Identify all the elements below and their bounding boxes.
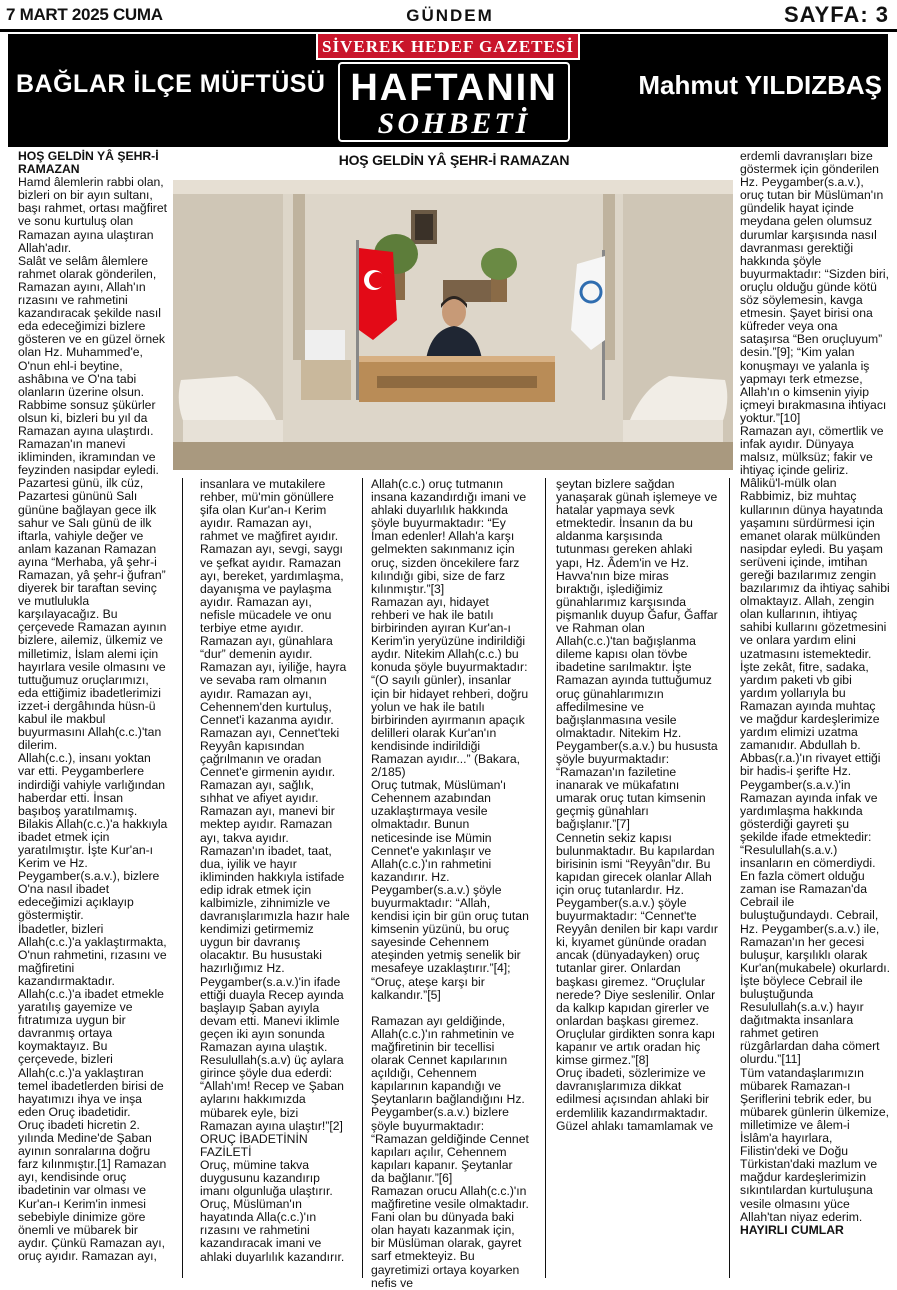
- column-divider: [729, 478, 730, 1278]
- column-divider: [182, 478, 183, 1278]
- paragraph: Oruç tutmak, Müslüman'ı Cehennem azabından uzaklaştırmaya vesile olmaktadır. Bunun neticesinde ise Mümin Cennet'e yakınlaşır ve Allah(c.c.)'ın rahmetini kazandırır. Hz. Peygamber(s.a.v.) şöyle buyurmaktadır: “Allah, kendisi için bir gün oruç tutan kimsenin yüzünü, bu oruç sayesinde Cehennem ateşinden yetmiş senelik bir mesafeye uzaklaştırır.”[4]; “Oruç, ateşe karşı bir kalkandır.”[5]: [371, 778, 529, 1002]
- column-divider: [362, 478, 363, 1278]
- paragraph: Allah(c.c.), insanı yoktan var etti. Peygamberlere indirdiği vahiyle varlığından haberdar etti. İnsan başıboş yaratılmamış. Bilakis Allah(c.c.)'a hakkıyla ibadet etmek için yaratılmıştır. İşte Kur'an-ı Kerim ve Hz. Peygamber(s.a.v.), bizlere O'na nasıl ibadet edeceğimizi açıklayıp göstermiştir.: [18, 751, 168, 923]
- office-scene-image: [173, 180, 733, 470]
- paragraph: Ramazan ayı geldiğinde, Allah(c.c.)'ın rahmetinin ve mağfiretinin bir tecellisi olarak Cennet kapılarının açıldığı, Cehennem kapılarının kapandığı ve Şeytanların bağlandığını Hz. Peygamber(s.a.v.) bizlere şöyle buyurmaktadır: “Ramazan geldiğinde Cennet kapıları açılır, Cehennem kapıları kapanır. Şeytanlar da bağlanır.”[6]: [371, 1013, 529, 1185]
- paragraph: Oruç ibadeti, sözlerimize ve davranışlarımıza dikkat edilmesi açısından ahlaki bir erdemlilik kazandırmaktadır. Güzel ahlakı tamamlamak ve: [556, 1066, 714, 1133]
- newspaper-name: SİVEREK HEDEF GAZETESİ: [316, 34, 580, 60]
- paragraph: Hamd âlemlerin rabbi olan, bizleri on bir ayın sultanı, başı rahmet, ortası mağfiret ve sonu kurtuluş olan Ramazan ayına ulaştıran Allah'adır.: [18, 175, 168, 255]
- paragraph: şeytan bizlere sağdan yanaşarak günah işlemeye ve hatalar yapmaya sevk etmektedir. İnsanın da bu aldanma karşısında tutunması gereken ahlaki yapı, Hz. Âdem'in ve Hz. Havva'nın bize miras bıraktığı, işlediğimiz günahlarımız karşısında pişmanlık duyup Ğafur, Ğaffar ve Rahman olan Allah(c.c.)'tan bağışlanma dileme kapısı olan tövbe ibadetine sarılmaktır. İşte Ramazan ayında tuttuğumuz oruç günahlarımızın affedilmesine ve bağışlanmasına vesile olmaktadır. Nitekim Hz. Peygamber(s.a.v.) bu hususta şöyle buyurmaktadır: “Ramazan'ın faziletine inanarak ve mükafatını umarak oruç tutan kimsenin geçmiş günahları bağışlanır.”[7]: [556, 477, 718, 832]
- paragraph: Ramazan ayı, cömertlik ve infak ayıdır. Dünyaya malsız, mülksüz; fakir ve ihtiyaç içinde geliriz. Mâlikü'l-mülk olan Rabbimiz, biz muhtaç kullarının dünya hayatında yaşamını sürdürmesi için emanet olarak mülkünden nasipdar eyledi. Bu yaşam serüveni içinde, imtihan gereği bazılarımız zengin bazılarımız da ihtiyaç sahibi olmaktayız. Allah, zengin olan kullarının, ihtiyaç sahibi kullarını gözetmesini ve onlara yardım elini uzatmasını istemektedir. İşte zekât, fitre, sadaka, yardım paketi vb gibi yardım yollarıyla bu Ramazan ayında muhtaç ve mağdur kardeşlerimize yardım elimizi uzatma zamanıdır. Abdullah b. Abbas(r.a.)'ın rivayet ettiği bir hadis-i şerifte Hz. Peygamber(s.a.v.)'in Ramazan ayında infak ve yardımlaşma hakkında gösterdiği gayreti şu şekilde ifade etmektedir: “Resulullah(s.a.v.) insanların en cömerdiydi. En fazla cömert olduğu zaman ise Ramazan'da Cebrail ile buluştuğundaydı. Cebrail, Hz. Peygamber(s.a.v.) ile, Ramazan'ın her gecesi buluşur, karşılıklı olarak Kur'an(mukabele) okurlardı. İşte böylece Cebrail ile buluştuğunda Resulullah(s.a.v.) hayır dağıtmakta insanlara rahmet getiren rüzgârlardan daha cömert olurdu.”[11]: [740, 423, 890, 1067]
- paragraph: İbadetler, bizleri Allah(c.c.)'a yaklaştırmakta, O'nun rahmetini, rızasını ve mağfiretini kazandırmaktadır. Allah(c.c.)'a ibadet etmekle yaratılış gayemize ve fıtratımıza uygun bir davranmış ortaya koymaktayız. Bu çerçevede, bizleri Allah(c.c.)'a yaklaştıran temel ibadetlerden birisi de hayatımızı ihya ve inşa eden Oruç ibadetidir.: [18, 921, 167, 1119]
- article-photo: [173, 180, 733, 470]
- article-column-4: [556, 478, 718, 1275]
- subheading: ORUÇ İBADETİNİN FAZİLETİ: [200, 1131, 308, 1159]
- paragraph: Cennetin sekiz kapısı bulunmaktadır. Bu kapılardan birisinin ismi “Reyyân”dır. Bu kapıdan girecek olanlar Allah için oruç tutanlardır. Hz. Peygamber(s.a.v.) şöyle buyurmaktadır: “Cennet'te Reyyân denilen bir kapı vardır ki, kıyamet gününde oradan ancak (dünyadayken) oruç tutanlar girer. Onlardan başkası giremez. “Oruçlular nerede? Diye seslenilir. Onlar da kalkıp kapıdan girerler ve onlardan başkası giremez. Oruçlular girdikten sonra kapı kapanır ve artık oradan hiç kimse girmez.”[8]: [556, 830, 718, 1068]
- paragraph: Ramazan orucu Allah(c.c.)'ın mağfiretine vesile olmaktadır. Fani olan bu dünyada baki olan hayatı kazanmak için, bir Müslüman olarak, gayret sarf etmekteyiz. Bu gayretimizi ortaya koyarken nefis ve: [371, 1183, 529, 1290]
- article-column-3: [371, 477, 529, 1290]
- paragraph: Tüm vatandaşlarımızın mübarek Ramazan-ı Şeriflerini tebrik eder, bu mübarek günlerin ülkemize, milletimize ve âlem-i İslâm'a hayırlara, Filistin'deki ve Doğu Türkistan'daki mazlum ve mağdur kardeşlerimizin sıkıntılardan kurtuluşuna vesile olmasını yüce Allah'tan niyaz ederim.: [740, 1065, 890, 1224]
- page-number: SAYFA: 3: [783, 2, 889, 27]
- author-title: BAĞLAR İLÇE MÜFTÜSÜ: [16, 70, 326, 98]
- paragraph: Allah(c.c.) oruç tutmanın insana kazandırdığı imani ve ahlaki duyarlılık hakkında şöyle buyurmaktadır: “Ey İman edenler! Allah'a karşı gelmekten sakınmanız için oruç, sizden öncekilere farz kılındığı gibi, size de farz kılınmıştır.”[3]: [371, 477, 527, 596]
- paragraph: erdemli davranışları bize göstermek için gönderilen Hz. Peygamber(s.a.v.), oruç tutan bir Müslüman'ın gündelik hayat içinde meydana gelen olumsuz durumlar karşısında nasıl davranması gerektiği hakkında şöyle buyurmaktadır: “Sizden biri, oruçlu olduğu günde kötü söz söylemesin, kavga etmesin. Şayet birisi ona küfreder veya ona sataşırsa “Ben oruçluyum” desin.”[9]; “Kim yalan konuşmayı ve yalanla iş yapmayı terk etmezse, Allah'ın o kimsenin yiyip içmeyi bırakmasına ihtiyacı yoktur.”[10]: [740, 149, 890, 425]
- article-column-2: [200, 478, 350, 1275]
- article-column-5: [740, 150, 890, 1275]
- paragraph: Ramazan ayı, hidayet rehberi ve hak ile batılı birbirinden ayıran Kur'an-ı Kerim'in yeryüzüne indirildiği aydır. Nitekim Allah(c.c.) bu konuda şöyle buyurmaktadır: “(O sayılı günler), insanlar için bir hidayet rehberi, doğru yolun ve hak ile batılı birbirinden ayırmanın apaçık delilleri olarak Kur'an'ın kendisinde indirildiği Ramazan ayıdır...” (Bakara, 2/185): [371, 594, 529, 780]
- author-name: Mahmut YILDIZBAŞ: [638, 70, 882, 100]
- section-name: GÜNDEM: [406, 6, 494, 25]
- paragraph: Oruç, mümine takva duygusunu kazandırıp imanı olgunluğa ulaştırır. Oruç, Müslüman'ın hayatında Alla(c.c.)'ın rızasını ve rahmetini kazandıracak imani ve ahlaki duyarlılık kazandırır.: [200, 1157, 345, 1264]
- page-header: [0, 0, 897, 30]
- paragraph: insanlara ve mutakilere rehber, mü'min gönüllere şifa olan Kur'an-ı Kerim ayıdır. Ramazan ayı, rahmet ve mağfiret ayıdır. Ramazan ayı, sevgi, saygı ve şefkat ayıdır. Ramazan ayı, bereket, yardımlaşma, dayanışma ve paylaşma ayıdır. Ramazan ayı, nefisle mücadele ve onu terbiye etme ayıdır. Ramazan ayı, günahlara “dur” demenin ayıdır. Ramazan ayı, iyiliğe, hayra ve sevaba ram olmanın ayıdır. Ramazan ayı, Cehennem'den kurtuluş, Cennet'i kazanma ayıdır. Ramazan ayı, Cennet'teki Reyyân kapısından çağrılmanın ve oradan Cennet'e girmenin ayıdır. Ramazan ayı, sağlık, sıhhat ve afiyet ayıdır. Ramazan ayı, manevi bir mektep ayıdır. Ramazan ayı, takva ayıdır. Ramazan'ın ibadet, taat, dua, iyilik ve hayır ikliminden hakkıyla istifade edip idrak etmek için kalbimizle, zihnimizle ve davranışlarımızla hazır hale kendimizi getirmemiz uygun bir davranış olacaktır. Bu husustaki hazırlığımız Hz. Peygamber(s.a.v.)'in ifade ettiği duayla Recep ayında başlayıp Şaban ayıyla devam etti. Manevi iklimle geçen iki ayın sonunda Ramazan ayına ulaştık. Resulullah(s.a.v) üç aylara girince şöyle dua ederdi: “Allah'ım! Recep ve Şaban aylarını hakkımızda mübarek eyle, bizi Ramazan ayına ulaştır!”[2]: [200, 477, 350, 1133]
- logo-line-1: HAFTANIN: [350, 67, 558, 109]
- header-rule: [0, 29, 897, 32]
- logo-line-2: SOHBETİ: [377, 107, 531, 140]
- issue-date: 7 MART 2025 CUMA: [6, 5, 163, 24]
- paragraph: Oruç ibadeti hicretin 2. yılında Medine'de Şaban ayının sonralarına doğru farz kılınmıştır.[1] Ramazan ayı, kendisinde oruç ibadetinin var olması ve Kur'an-ı Kerim'in inmesi sebebiyle dinimize göre önemli ve mübarek bir aydır. Çünkü Ramazan ayı, oruç ayıdır. Ramazan ayı,: [18, 1117, 167, 1263]
- article-column-1: [18, 150, 168, 1275]
- closing-greeting: HAYIRLI CUMLAR: [740, 1222, 844, 1237]
- column-logo: [338, 62, 570, 142]
- paragraph: Salât ve selâm âlemlere rahmet olarak gönderilen, Ramazan ayını, Allah'ın rızasını ve rahmetini kazandıracak şekilde nasıl eda edeceğimizi bizlere gösteren ve en güzel örnek olan Hz. Muhammed'e, O'nun ehl-i beytine, ashâbına ve O'na tabi olanların üzerine olsun. Rabbime sonsuz şükürler olsun ki, bizleri bu yıl da Ramazan ayına ulaştırdı. Ramazan'ın manevi ikliminden, ikramından ve feyzinden nasipdar eyledi. Pazartesi günü, ilk cüz, Pazartesi gününü Salı gününe bağlayan gece ilk sahur ve Salı günü de ilk iftarla, vahiyle değer ve anlam kazanan Ramazan ayına “Merhaba, yâ şehr-i Ramazan, yâ şehr-i ğufran” diyerek bir taraftan sevinç ve mutlulukla karşılayacağız. Bu çerçevede Ramazan ayının bizlere, ailemiz, ülkemiz ve milletimiz, İslam alemi için hayırlara vesile olmasını ve tuttuğumuz oruçlarımızı, eda ettiğimiz ibadetlerimizi izzet-i dergâhında hüsn-ü kabul ile makbul buyurmasını Allah(c.c.)'tan dilerim.: [18, 253, 167, 753]
- article-headline: HOŞ GELDİN YÂ ŞEHR-İ RAMAZAN: [338, 152, 570, 168]
- article-section-heading: HOŞ GELDİN YÂ ŞEHR-İ RAMAZAN: [18, 149, 159, 177]
- column-divider: [545, 478, 546, 1278]
